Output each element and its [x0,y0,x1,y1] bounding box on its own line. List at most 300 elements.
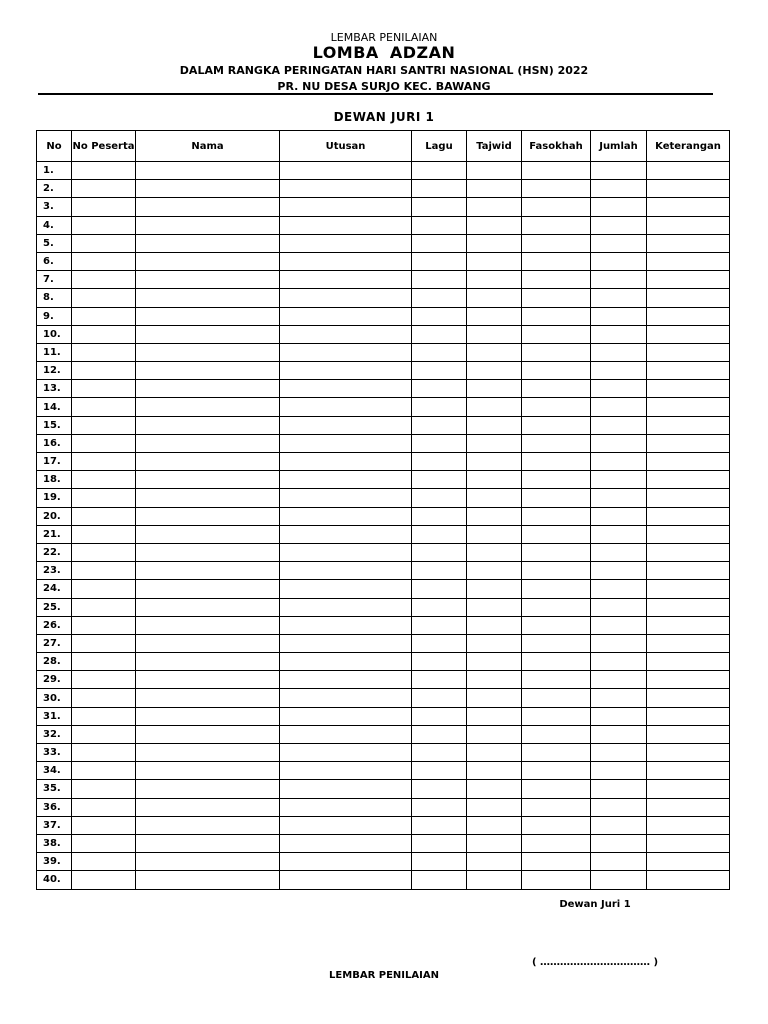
tajwid-cell[interactable] [467,762,522,780]
fasokhah-cell[interactable] [522,434,591,452]
tajwid-cell[interactable] [467,653,522,671]
utusan-cell[interactable] [280,307,412,325]
utusan-cell[interactable] [280,834,412,852]
keterangan-cell[interactable] [647,798,730,816]
lagu-cell[interactable] [412,762,467,780]
tajwid-cell[interactable] [467,380,522,398]
utusan-cell[interactable] [280,653,412,671]
lagu-cell[interactable] [412,580,467,598]
nama-cell[interactable] [136,853,280,871]
utusan-cell[interactable] [280,489,412,507]
nama-cell[interactable] [136,725,280,743]
nama-cell[interactable] [136,180,280,198]
tajwid-cell[interactable] [467,744,522,762]
lagu-cell[interactable] [412,252,467,270]
lagu-cell[interactable] [412,562,467,580]
nama-cell[interactable] [136,762,280,780]
keterangan-cell[interactable] [647,562,730,580]
jumlah-cell[interactable] [591,180,647,198]
tajwid-cell[interactable] [467,180,522,198]
lagu-cell[interactable] [412,707,467,725]
nama-cell[interactable] [136,653,280,671]
nama-cell[interactable] [136,471,280,489]
nama-cell[interactable] [136,871,280,889]
lagu-cell[interactable] [412,816,467,834]
no-peserta-cell[interactable] [72,289,136,307]
nama-cell[interactable] [136,816,280,834]
no-peserta-cell[interactable] [72,216,136,234]
utusan-cell[interactable] [280,580,412,598]
utusan-cell[interactable] [280,362,412,380]
tajwid-cell[interactable] [467,434,522,452]
jumlah-cell[interactable] [591,325,647,343]
utusan-cell[interactable] [280,780,412,798]
no-peserta-cell[interactable] [72,271,136,289]
lagu-cell[interactable] [412,343,467,361]
utusan-cell[interactable] [280,871,412,889]
nama-cell[interactable] [136,362,280,380]
jumlah-cell[interactable] [591,434,647,452]
fasokhah-cell[interactable] [522,598,591,616]
lagu-cell[interactable] [412,507,467,525]
keterangan-cell[interactable] [647,271,730,289]
utusan-cell[interactable] [280,725,412,743]
keterangan-cell[interactable] [647,325,730,343]
tajwid-cell[interactable] [467,816,522,834]
lagu-cell[interactable] [412,416,467,434]
fasokhah-cell[interactable] [522,471,591,489]
jumlah-cell[interactable] [591,507,647,525]
tajwid-cell[interactable] [467,562,522,580]
fasokhah-cell[interactable] [522,543,591,561]
fasokhah-cell[interactable] [522,853,591,871]
keterangan-cell[interactable] [647,289,730,307]
lagu-cell[interactable] [412,362,467,380]
no-peserta-cell[interactable] [72,162,136,180]
jumlah-cell[interactable] [591,252,647,270]
lagu-cell[interactable] [412,525,467,543]
tajwid-cell[interactable] [467,798,522,816]
no-peserta-cell[interactable] [72,325,136,343]
jumlah-cell[interactable] [591,616,647,634]
keterangan-cell[interactable] [647,853,730,871]
jumlah-cell[interactable] [591,853,647,871]
keterangan-cell[interactable] [647,725,730,743]
fasokhah-cell[interactable] [522,234,591,252]
tajwid-cell[interactable] [467,489,522,507]
keterangan-cell[interactable] [647,416,730,434]
no-peserta-cell[interactable] [72,198,136,216]
fasokhah-cell[interactable] [522,507,591,525]
lagu-cell[interactable] [412,216,467,234]
tajwid-cell[interactable] [467,343,522,361]
utusan-cell[interactable] [280,343,412,361]
nama-cell[interactable] [136,325,280,343]
keterangan-cell[interactable] [647,198,730,216]
fasokhah-cell[interactable] [522,343,591,361]
lagu-cell[interactable] [412,834,467,852]
keterangan-cell[interactable] [647,162,730,180]
lagu-cell[interactable] [412,234,467,252]
nama-cell[interactable] [136,252,280,270]
no-peserta-cell[interactable] [72,543,136,561]
utusan-cell[interactable] [280,853,412,871]
lagu-cell[interactable] [412,434,467,452]
lagu-cell[interactable] [412,398,467,416]
no-peserta-cell[interactable] [72,343,136,361]
nama-cell[interactable] [136,798,280,816]
fasokhah-cell[interactable] [522,525,591,543]
tajwid-cell[interactable] [467,453,522,471]
tajwid-cell[interactable] [467,616,522,634]
utusan-cell[interactable] [280,616,412,634]
lagu-cell[interactable] [412,653,467,671]
utusan-cell[interactable] [280,689,412,707]
utusan-cell[interactable] [280,634,412,652]
keterangan-cell[interactable] [647,234,730,252]
keterangan-cell[interactable] [647,634,730,652]
utusan-cell[interactable] [280,162,412,180]
lagu-cell[interactable] [412,634,467,652]
tajwid-cell[interactable] [467,707,522,725]
no-peserta-cell[interactable] [72,689,136,707]
keterangan-cell[interactable] [647,653,730,671]
utusan-cell[interactable] [280,671,412,689]
lagu-cell[interactable] [412,671,467,689]
jumlah-cell[interactable] [591,398,647,416]
no-peserta-cell[interactable] [72,362,136,380]
keterangan-cell[interactable] [647,398,730,416]
utusan-cell[interactable] [280,816,412,834]
nama-cell[interactable] [136,234,280,252]
no-peserta-cell[interactable] [72,780,136,798]
jumlah-cell[interactable] [591,416,647,434]
tajwid-cell[interactable] [467,216,522,234]
keterangan-cell[interactable] [647,834,730,852]
utusan-cell[interactable] [280,271,412,289]
nama-cell[interactable] [136,198,280,216]
utusan-cell[interactable] [280,380,412,398]
lagu-cell[interactable] [412,271,467,289]
lagu-cell[interactable] [412,325,467,343]
tajwid-cell[interactable] [467,325,522,343]
no-peserta-cell[interactable] [72,853,136,871]
lagu-cell[interactable] [412,162,467,180]
keterangan-cell[interactable] [647,307,730,325]
keterangan-cell[interactable] [647,489,730,507]
jumlah-cell[interactable] [591,598,647,616]
tajwid-cell[interactable] [467,252,522,270]
nama-cell[interactable] [136,380,280,398]
tajwid-cell[interactable] [467,543,522,561]
tajwid-cell[interactable] [467,289,522,307]
jumlah-cell[interactable] [591,780,647,798]
utusan-cell[interactable] [280,762,412,780]
no-peserta-cell[interactable] [72,562,136,580]
lagu-cell[interactable] [412,380,467,398]
jumlah-cell[interactable] [591,453,647,471]
keterangan-cell[interactable] [647,362,730,380]
nama-cell[interactable] [136,707,280,725]
nama-cell[interactable] [136,307,280,325]
utusan-cell[interactable] [280,198,412,216]
fasokhah-cell[interactable] [522,562,591,580]
no-peserta-cell[interactable] [72,653,136,671]
keterangan-cell[interactable] [647,434,730,452]
utusan-cell[interactable] [280,289,412,307]
no-peserta-cell[interactable] [72,671,136,689]
fasokhah-cell[interactable] [522,653,591,671]
nama-cell[interactable] [136,543,280,561]
tajwid-cell[interactable] [467,634,522,652]
lagu-cell[interactable] [412,289,467,307]
nama-cell[interactable] [136,634,280,652]
no-peserta-cell[interactable] [72,580,136,598]
lagu-cell[interactable] [412,871,467,889]
nama-cell[interactable] [136,162,280,180]
no-peserta-cell[interactable] [72,434,136,452]
utusan-cell[interactable] [280,598,412,616]
fasokhah-cell[interactable] [522,198,591,216]
fasokhah-cell[interactable] [522,416,591,434]
utusan-cell[interactable] [280,234,412,252]
utusan-cell[interactable] [280,325,412,343]
nama-cell[interactable] [136,453,280,471]
fasokhah-cell[interactable] [522,707,591,725]
jumlah-cell[interactable] [591,198,647,216]
tajwid-cell[interactable] [467,198,522,216]
keterangan-cell[interactable] [647,580,730,598]
nama-cell[interactable] [136,562,280,580]
jumlah-cell[interactable] [591,634,647,652]
no-peserta-cell[interactable] [72,762,136,780]
no-peserta-cell[interactable] [72,416,136,434]
nama-cell[interactable] [136,216,280,234]
nama-cell[interactable] [136,525,280,543]
no-peserta-cell[interactable] [72,471,136,489]
tajwid-cell[interactable] [467,780,522,798]
lagu-cell[interactable] [412,616,467,634]
lagu-cell[interactable] [412,744,467,762]
nama-cell[interactable] [136,689,280,707]
nama-cell[interactable] [136,398,280,416]
no-peserta-cell[interactable] [72,234,136,252]
utusan-cell[interactable] [280,562,412,580]
fasokhah-cell[interactable] [522,616,591,634]
no-peserta-cell[interactable] [72,834,136,852]
fasokhah-cell[interactable] [522,162,591,180]
keterangan-cell[interactable] [647,816,730,834]
utusan-cell[interactable] [280,252,412,270]
fasokhah-cell[interactable] [522,380,591,398]
fasokhah-cell[interactable] [522,762,591,780]
tajwid-cell[interactable] [467,307,522,325]
no-peserta-cell[interactable] [72,816,136,834]
tajwid-cell[interactable] [467,834,522,852]
keterangan-cell[interactable] [647,871,730,889]
lagu-cell[interactable] [412,598,467,616]
no-peserta-cell[interactable] [72,525,136,543]
fasokhah-cell[interactable] [522,180,591,198]
nama-cell[interactable] [136,598,280,616]
jumlah-cell[interactable] [591,762,647,780]
lagu-cell[interactable] [412,543,467,561]
no-peserta-cell[interactable] [72,180,136,198]
utusan-cell[interactable] [280,471,412,489]
keterangan-cell[interactable] [647,689,730,707]
no-peserta-cell[interactable] [72,489,136,507]
keterangan-cell[interactable] [647,744,730,762]
tajwid-cell[interactable] [467,234,522,252]
no-peserta-cell[interactable] [72,307,136,325]
utusan-cell[interactable] [280,216,412,234]
no-peserta-cell[interactable] [72,398,136,416]
fasokhah-cell[interactable] [522,289,591,307]
jumlah-cell[interactable] [591,307,647,325]
utusan-cell[interactable] [280,744,412,762]
tajwid-cell[interactable] [467,871,522,889]
fasokhah-cell[interactable] [522,271,591,289]
keterangan-cell[interactable] [647,471,730,489]
jumlah-cell[interactable] [591,380,647,398]
jumlah-cell[interactable] [591,543,647,561]
fasokhah-cell[interactable] [522,325,591,343]
tajwid-cell[interactable] [467,671,522,689]
tajwid-cell[interactable] [467,580,522,598]
no-peserta-cell[interactable] [72,744,136,762]
jumlah-cell[interactable] [591,216,647,234]
jumlah-cell[interactable] [591,744,647,762]
lagu-cell[interactable] [412,198,467,216]
keterangan-cell[interactable] [647,616,730,634]
jumlah-cell[interactable] [591,689,647,707]
jumlah-cell[interactable] [591,162,647,180]
tajwid-cell[interactable] [467,689,522,707]
fasokhah-cell[interactable] [522,489,591,507]
nama-cell[interactable] [136,416,280,434]
tajwid-cell[interactable] [467,525,522,543]
utusan-cell[interactable] [280,416,412,434]
utusan-cell[interactable] [280,507,412,525]
fasokhah-cell[interactable] [522,580,591,598]
jumlah-cell[interactable] [591,798,647,816]
tajwid-cell[interactable] [467,853,522,871]
keterangan-cell[interactable] [647,252,730,270]
tajwid-cell[interactable] [467,598,522,616]
utusan-cell[interactable] [280,434,412,452]
fasokhah-cell[interactable] [522,834,591,852]
keterangan-cell[interactable] [647,762,730,780]
jumlah-cell[interactable] [591,671,647,689]
jumlah-cell[interactable] [591,289,647,307]
fasokhah-cell[interactable] [522,671,591,689]
fasokhah-cell[interactable] [522,252,591,270]
lagu-cell[interactable] [412,453,467,471]
lagu-cell[interactable] [412,689,467,707]
no-peserta-cell[interactable] [72,616,136,634]
jumlah-cell[interactable] [591,343,647,361]
fasokhah-cell[interactable] [522,871,591,889]
fasokhah-cell[interactable] [522,744,591,762]
no-peserta-cell[interactable] [72,725,136,743]
nama-cell[interactable] [136,744,280,762]
keterangan-cell[interactable] [647,543,730,561]
nama-cell[interactable] [136,343,280,361]
jumlah-cell[interactable] [591,707,647,725]
tajwid-cell[interactable] [467,362,522,380]
lagu-cell[interactable] [412,307,467,325]
jumlah-cell[interactable] [591,471,647,489]
jumlah-cell[interactable] [591,653,647,671]
jumlah-cell[interactable] [591,234,647,252]
nama-cell[interactable] [136,507,280,525]
jumlah-cell[interactable] [591,580,647,598]
keterangan-cell[interactable] [647,380,730,398]
lagu-cell[interactable] [412,853,467,871]
keterangan-cell[interactable] [647,453,730,471]
jumlah-cell[interactable] [591,271,647,289]
lagu-cell[interactable] [412,489,467,507]
no-peserta-cell[interactable] [72,634,136,652]
nama-cell[interactable] [136,289,280,307]
tajwid-cell[interactable] [467,725,522,743]
utusan-cell[interactable] [280,707,412,725]
lagu-cell[interactable] [412,471,467,489]
nama-cell[interactable] [136,780,280,798]
keterangan-cell[interactable] [647,507,730,525]
tajwid-cell[interactable] [467,471,522,489]
no-peserta-cell[interactable] [72,798,136,816]
keterangan-cell[interactable] [647,780,730,798]
no-peserta-cell[interactable] [72,871,136,889]
fasokhah-cell[interactable] [522,362,591,380]
jumlah-cell[interactable] [591,562,647,580]
nama-cell[interactable] [136,834,280,852]
tajwid-cell[interactable] [467,507,522,525]
tajwid-cell[interactable] [467,162,522,180]
lagu-cell[interactable] [412,798,467,816]
lagu-cell[interactable] [412,780,467,798]
fasokhah-cell[interactable] [522,634,591,652]
fasokhah-cell[interactable] [522,398,591,416]
nama-cell[interactable] [136,580,280,598]
fasokhah-cell[interactable] [522,216,591,234]
tajwid-cell[interactable] [467,416,522,434]
no-peserta-cell[interactable] [72,707,136,725]
lagu-cell[interactable] [412,180,467,198]
keterangan-cell[interactable] [647,525,730,543]
utusan-cell[interactable] [280,453,412,471]
no-peserta-cell[interactable] [72,453,136,471]
utusan-cell[interactable] [280,525,412,543]
utusan-cell[interactable] [280,180,412,198]
keterangan-cell[interactable] [647,216,730,234]
utusan-cell[interactable] [280,543,412,561]
fasokhah-cell[interactable] [522,689,591,707]
fasokhah-cell[interactable] [522,816,591,834]
fasokhah-cell[interactable] [522,453,591,471]
utusan-cell[interactable] [280,398,412,416]
nama-cell[interactable] [136,489,280,507]
keterangan-cell[interactable] [647,180,730,198]
tajwid-cell[interactable] [467,271,522,289]
no-peserta-cell[interactable] [72,598,136,616]
jumlah-cell[interactable] [591,362,647,380]
no-peserta-cell[interactable] [72,507,136,525]
nama-cell[interactable] [136,671,280,689]
utusan-cell[interactable] [280,798,412,816]
jumlah-cell[interactable] [591,834,647,852]
